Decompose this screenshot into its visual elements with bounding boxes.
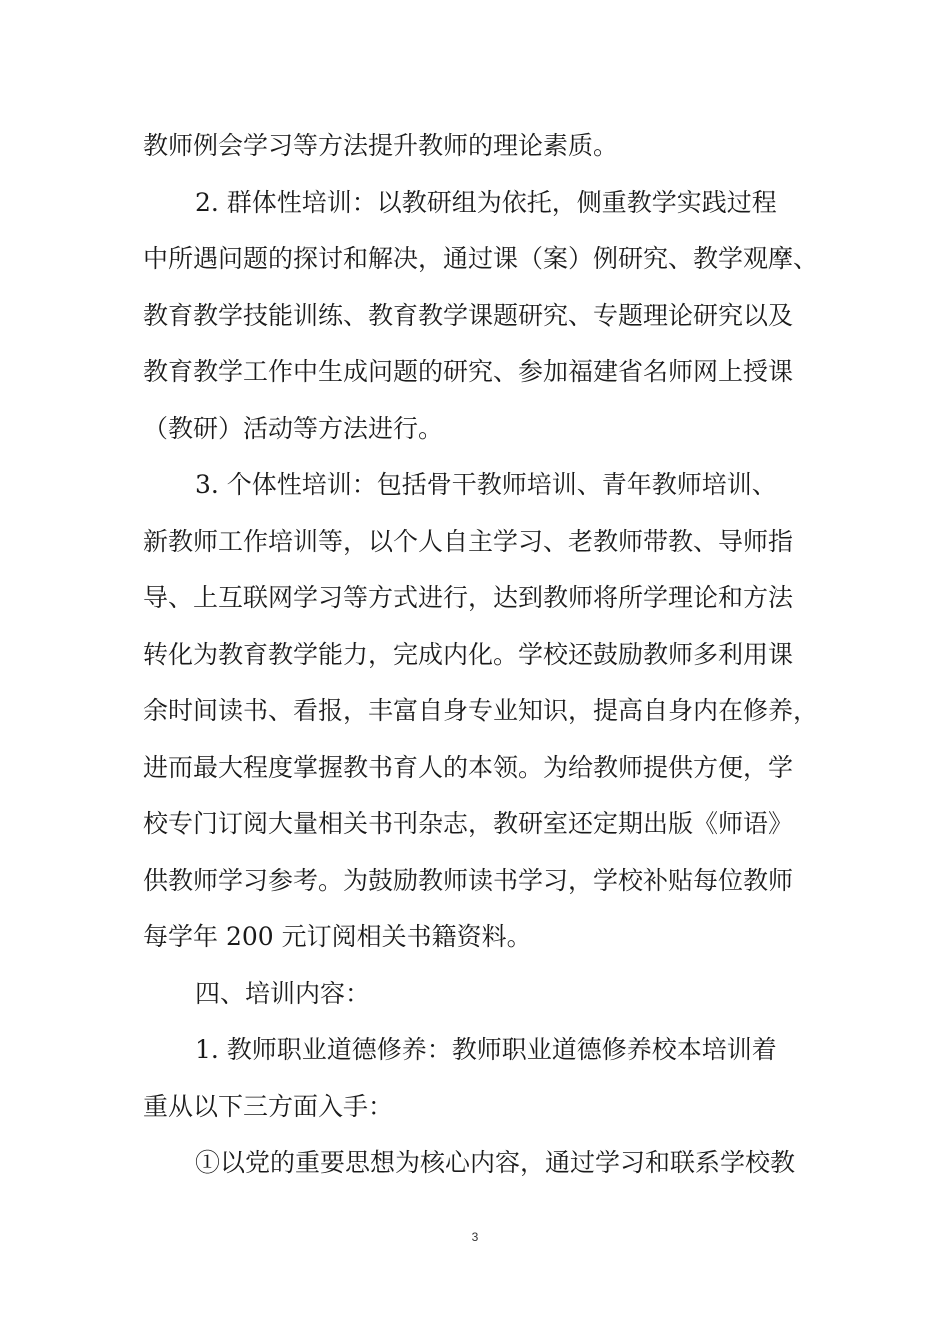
text-line: 每学年 200 元订阅相关书籍资料。 (143, 922, 532, 951)
text-line: 重从以下三方面入手： (143, 1091, 394, 1121)
page-number: 3 (471, 1230, 479, 1244)
section-heading: 四、培训内容： (195, 978, 371, 1008)
text-line: 导、上互联网学习等方式进行，达到教师将所学理论和方法 (143, 583, 794, 612)
text-line: 教师例会学习等方法提升教师的理论素质。 (143, 131, 619, 160)
text-line: 转化为教育教学能力，完成内化。学校还鼓励教师多利用课 (143, 639, 794, 669)
text-line: 2. 群体性培训：以教研组为依托，侧重教学实践过程 (195, 187, 777, 217)
text-line: 教育教学工作中生成问题的研究、参加福建省名师网上授课 (143, 357, 794, 386)
text-line: 教育教学技能训练、教育教学课题研究、专题理论研究以及 (143, 300, 794, 330)
document-body (143, 118, 823, 1192)
text-line: 中所遇问题的探讨和解决，通过课（案）例研究、教学观摩、 (143, 244, 819, 273)
text-line: 供教师学习参考。为鼓励教师读书学习，学校补贴每位教师 (143, 865, 794, 895)
text-line: （教研）活动等方法进行。 (143, 413, 444, 443)
text-line: 3. 个体性培训：包括骨干教师培训、青年教师培训、 (195, 470, 777, 499)
text-line: 余时间读书、看报，丰富自身专业知识，提高自身内在修养， (143, 696, 819, 725)
text-line: 进而最大程度掌握教书育人的本领。为给教师提供方便，学 (143, 752, 794, 782)
text-line: ①以党的重要思想为核心内容，通过学习和联系学校教 (195, 1148, 796, 1177)
text-line: 校专门订阅大量相关书刊杂志，教研室还定期出版《师语》 (143, 809, 794, 838)
text-line: 1. 教师职业道德修养：教师职业道德修养校本培训着 (195, 1035, 777, 1064)
text-line: 新教师工作培训等，以个人自主学习、老教师带教、导师指 (143, 526, 794, 556)
